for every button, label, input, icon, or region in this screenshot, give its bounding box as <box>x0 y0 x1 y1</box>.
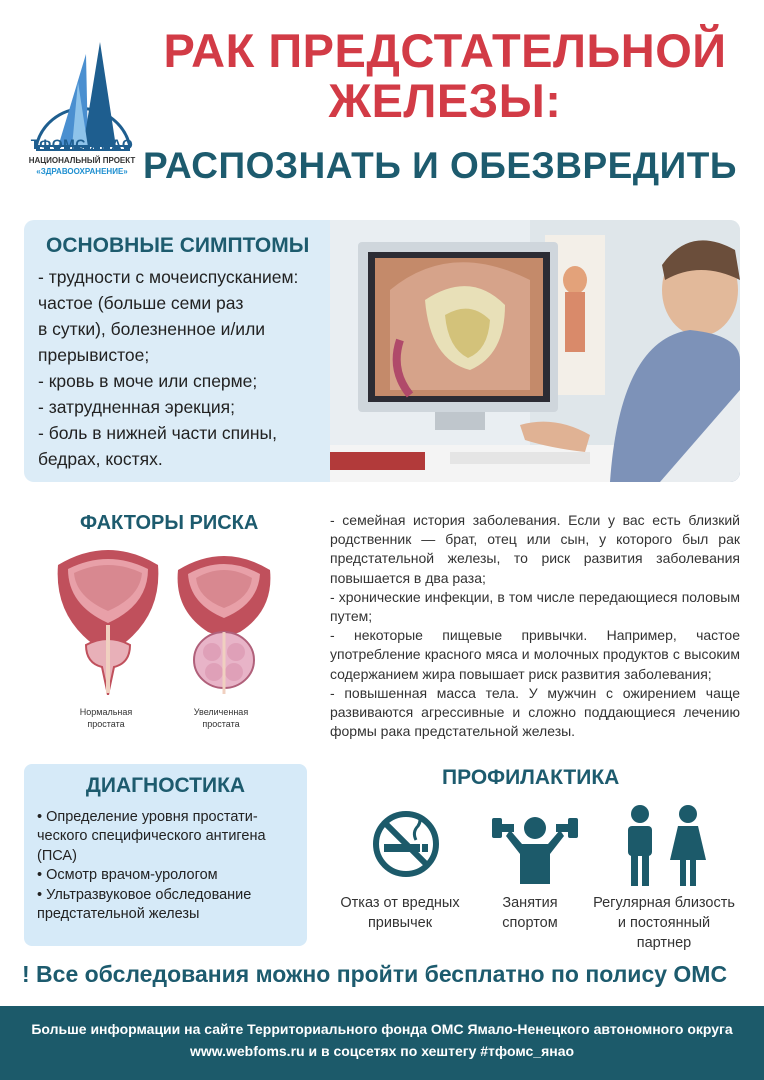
sport-line-2: спортом <box>502 915 558 931</box>
partner-line-1: Регулярная близость <box>593 895 735 911</box>
symptom-line: - боль в нижней части спины, <box>38 423 277 443</box>
enlarged-caption-line-2: простата <box>202 719 240 729</box>
diagnostics-item: • Определение уровня простати- <box>37 809 258 825</box>
doctor-consultation-photo <box>330 220 740 482</box>
risk-factor-paragraph: - семейная история заболевания. Если у вас есть близкий родственник — брат, отец или сын, у которого был рак предстательной железы, то риск развития заболевания повышается в два раза; <box>330 512 740 586</box>
prevention-item-sport <box>480 893 580 933</box>
footer-website-link[interactable]: www.webfoms.ru и в соцсетях по хештегу #тфомс_янао <box>189 1043 575 1059</box>
dumbbell-exercise-icon <box>488 810 582 884</box>
risk-factors-title: ФАКТОРЫ РИСКА <box>80 512 259 534</box>
symptoms-title: ОСНОВНЫЕ СИМПТОМЫ <box>46 234 310 257</box>
prevention-title: ПРОФИЛАКТИКА <box>442 766 620 789</box>
logo-project-name: «ЗДРАВООХРАНЕНИЕ» <box>36 167 128 176</box>
normal-prostate-caption <box>64 706 148 730</box>
habits-line-2: привычек <box>367 915 433 931</box>
footer-info-text: Больше информации на сайте Территориального фонда ОМС Ямало-Ненецкого автономного округа <box>31 1021 733 1037</box>
symptom-line: - кровь в моче или сперме; <box>38 371 258 391</box>
risk-factor-paragraph: - некоторые пищевые привычки. Например, частое употребление красного мяса и молочных продуктов с высоким содержанием жира повышает риск развития заболевания; <box>330 627 740 682</box>
symptoms-list <box>38 264 330 472</box>
title-line-2: ЖЕЛЕЗЫ: <box>328 74 562 127</box>
free-exam-note: ! Все обследования можно пройти бесплатно по полису ОМС <box>22 961 728 987</box>
page-subtitle: РАСПОЗНАТЬ И ОБЕЗВРЕДИТЬ <box>143 145 737 186</box>
partner-line-3: партнер <box>636 935 692 951</box>
normal-caption-line-2: простата <box>87 719 125 729</box>
partner-line-2: и постоянный <box>617 915 711 931</box>
risk-factor-paragraph: - хронические инфекции, в том числе передающиеся половым путем; <box>330 588 740 625</box>
symptom-line: в сутки), болезненное и/или <box>38 319 266 339</box>
normal-caption-line-1: Нормальная <box>79 707 133 717</box>
diagnostics-item: • Ультразвуковое обследование <box>37 886 252 903</box>
diagnostics-item: предстательной железы <box>37 906 200 923</box>
diagnostics-item: ческого специфического антигена <box>37 828 266 845</box>
couple-icon <box>618 804 710 886</box>
sport-line-1: Занятия <box>502 895 558 911</box>
diagnostics-item: • Осмотр врачом-урологом <box>37 867 218 884</box>
diagnostics-item: (ПСА) <box>37 847 77 864</box>
normal-prostate-illustration <box>52 545 164 695</box>
no-smoking-icon <box>372 810 440 878</box>
page-title <box>145 26 745 126</box>
symptom-line: - затрудненная эрекция; <box>38 397 235 417</box>
diagnostics-list <box>37 808 299 924</box>
diagnostics-title: ДИАГНОСТИКА <box>85 774 246 797</box>
symptom-line: прерывистое; <box>38 345 150 365</box>
symptom-line: частое (больше семи раз <box>38 293 244 313</box>
title-line-1: РАК ПРЕДСТАТЕЛЬНОЙ <box>163 24 727 77</box>
logo-subtitle: НАЦИОНАЛЬНЫЙ ПРОЕКТ <box>28 156 136 165</box>
enlarged-caption-line-1: Увеличенная <box>193 707 249 717</box>
logo-title: ТФОМС ЯНАО <box>30 136 134 152</box>
risk-factors-text <box>330 511 740 741</box>
symptom-line: - трудности с мочеиспусканием: <box>38 267 299 287</box>
habits-line-1: Отказ от вредных <box>340 895 460 911</box>
enlarged-prostate-illustration <box>174 548 274 698</box>
symptom-line: бедрах, костях. <box>38 449 163 469</box>
prevention-item-habits <box>330 893 470 933</box>
prevention-item-partner <box>584 893 744 953</box>
risk-factor-paragraph: - повышенная масса тела. У мужчин с ожирением чаще развиваются агрессивные и сложно поддающиеся лечению формы рака предстательной железы. <box>330 684 740 740</box>
enlarged-prostate-caption <box>178 706 264 730</box>
